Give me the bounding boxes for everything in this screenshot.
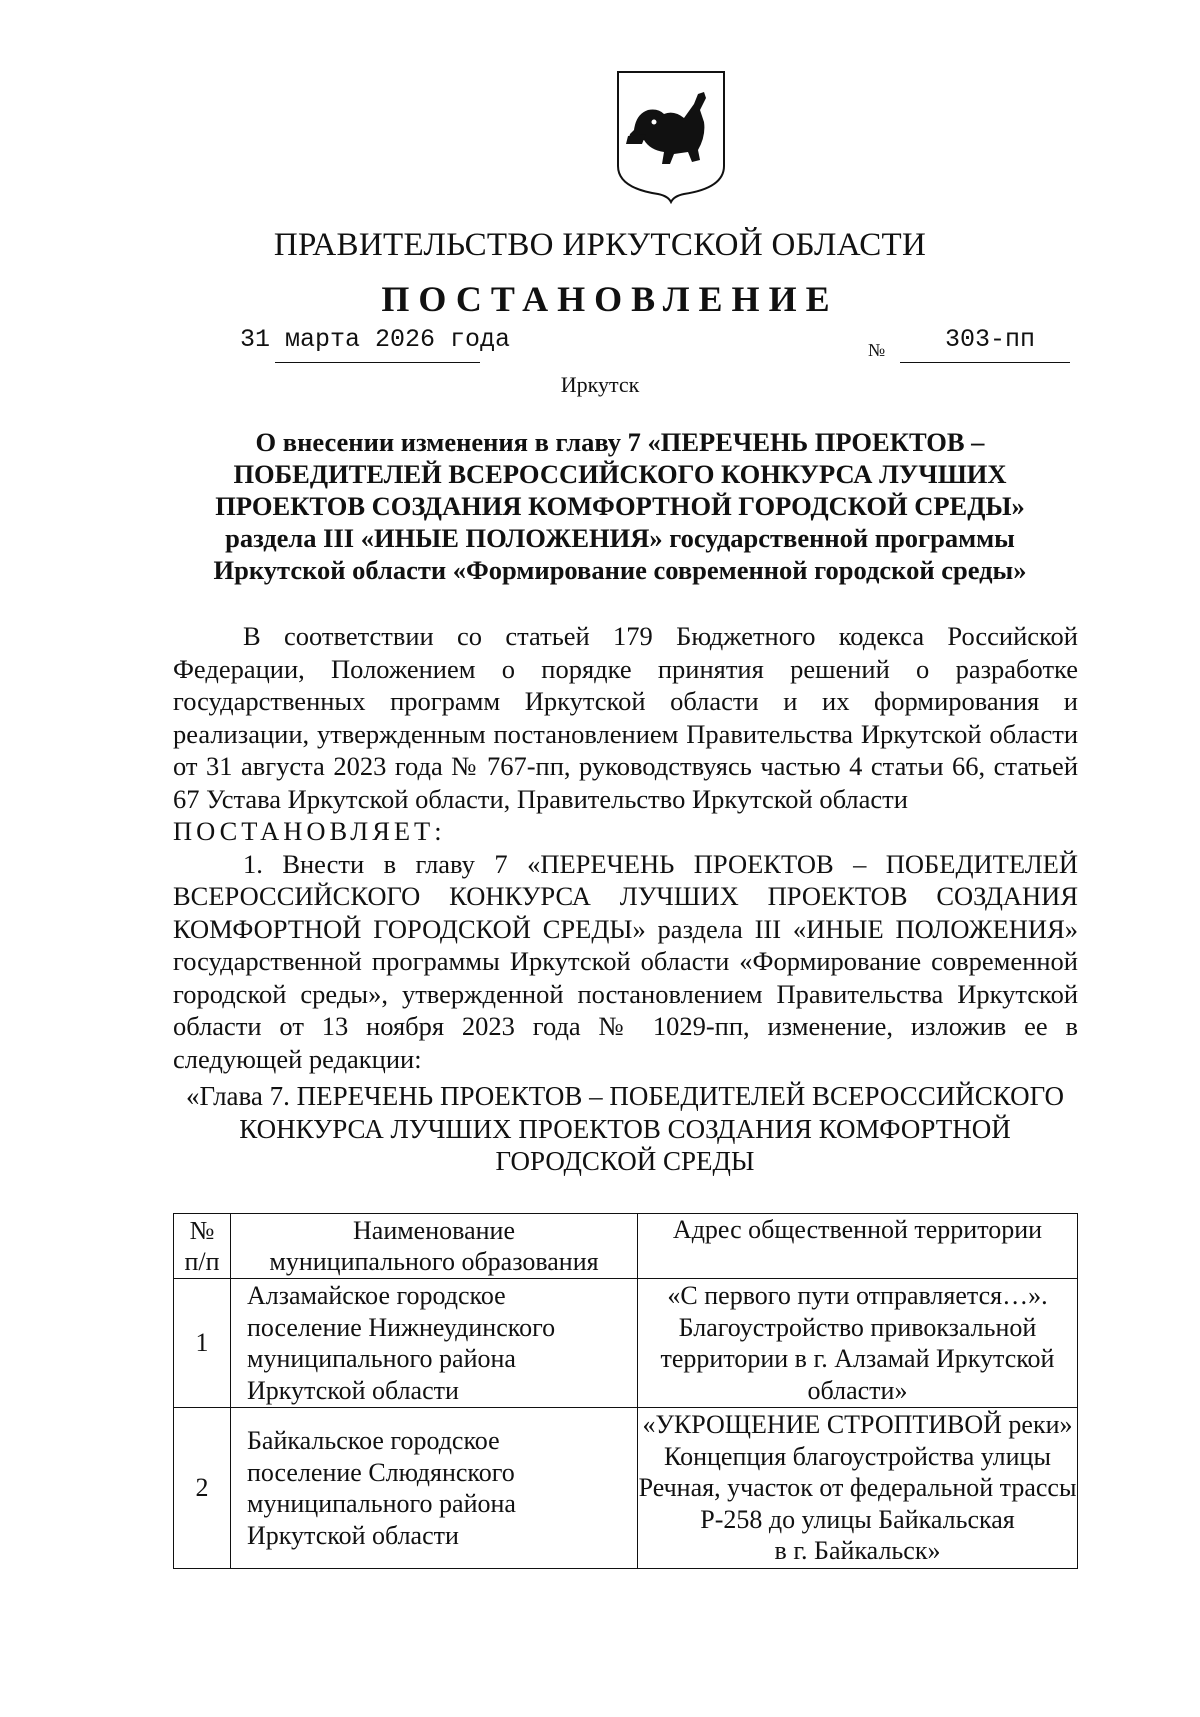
heading-line: О внесении изменения в главу 7 «ПЕРЕЧЕНЬ ПРОЕКТОВ – [255, 427, 985, 457]
table-row [174, 1279, 1078, 1408]
row-number: 2 [174, 1408, 231, 1569]
row-municipality: Алзамайское городское поселение Нижнеудинского муниципального района Иркутской области [231, 1279, 638, 1408]
heading-line: Иркутской области «Формирование современной городской среды» [213, 555, 1027, 585]
document-body [173, 620, 1078, 1075]
table-header-row [174, 1214, 1078, 1279]
header-number: № п/п [174, 1214, 231, 1279]
document-heading [170, 426, 1070, 586]
document-type-title: ПОСТАНОВЛЕНИЕ [381, 279, 839, 319]
irkutsk-coat-of-arms-icon [614, 70, 728, 204]
header-municipality: Наименование муниципального образования [231, 1214, 638, 1279]
row-municipality: Байкальское городское поселение Слюдянского муниципального района Иркутской области [231, 1408, 638, 1569]
row-address: «С первого пути отправляется…». Благоустройство привокзальной территории в г. Алзамай Иркутской области» [638, 1279, 1078, 1408]
number-underline [900, 362, 1070, 363]
header-address: Адрес общественной территории [638, 1214, 1078, 1279]
chapter-title-line: «Глава 7. ПЕРЕЧЕНЬ ПРОЕКТОВ – ПОБЕДИТЕЛЕЙ ВСЕРОССИЙСКОГО [185, 1081, 1064, 1111]
heading-line: раздела III «ИНЫЕ ПОЛОЖЕНИЯ» государственной программы [225, 523, 1015, 553]
number-sign: № [868, 340, 886, 360]
chapter-title [150, 1080, 1100, 1178]
row-address: «УКРОЩЕНИЕ СТРОПТИВОЙ реки» Концепция благоустройства улицы Речная, участок от федеральной трассы Р-258 до улицы Байкальская в г. Байкальск» [638, 1408, 1078, 1569]
chapter-title-line: ГОРОДСКОЙ СРЕДЫ [495, 1146, 755, 1176]
clause-1-paragraph: 1. Внести в главу 7 «ПЕРЕЧЕНЬ ПРОЕКТОВ – ПОБЕДИТЕЛЕЙ ВСЕРОССИЙСКОГО КОНКУРСА ЛУЧШИХ ПРОЕКТОВ СОЗДАНИЯ КОМФОРТНОЙ ГОРОДСКОЙ СРЕДЫ» раздела III «ИНЫЕ ПОЛОЖЕНИЯ» государственной программы Иркутской области «Формирование современной городской среды», утвержденной постановлением Правительства Иркутской области от 13 ноября 2023 года № 1029-пп, изменение, изложив ее в следующей редакции: [173, 848, 1078, 1074]
table-row [174, 1408, 1078, 1569]
government-name: ПРАВИТЕЛЬСТВО ИРКУТСКОЙ ОБЛАСТИ [273, 227, 927, 263]
document-number: 303-пп [945, 325, 1036, 354]
decree-word: ПОСТАНОВЛЯЕТ: [173, 816, 446, 846]
date-underline [275, 362, 480, 363]
heading-line: ПОБЕДИТЕЛЕЙ ВСЕРОССИЙСКОГО КОНКУРСА ЛУЧШИХ [233, 459, 1007, 489]
preamble-paragraph: В соответствии со статьей 179 Бюджетного кодекса Российской Федерации, Положением о порядке принятия решений о разработке государственных программ Иркутской области и их формирования и реализации, утвержденным постановлением Правительства Иркутской области от 31 августа 2023 года № 767-пп, руководствуясь частью 4 статьи 66, статьей 67 Устава Иркутской области, Правительство Иркутской области [173, 621, 1078, 814]
projects-table [173, 1213, 1078, 1569]
document-date: 31 марта 2026 года [240, 325, 511, 354]
chapter-title-line: КОНКУРСА ЛУЧШИХ ПРОЕКТОВ СОЗДАНИЯ КОМФОРТНОЙ [239, 1113, 1011, 1144]
row-number: 1 [174, 1279, 231, 1408]
heading-line: ПРОЕКТОВ СОЗДАНИЯ КОМФОРТНОЙ ГОРОДСКОЙ СРЕДЫ» [215, 491, 1025, 521]
document-city: Иркутск [560, 372, 640, 397]
